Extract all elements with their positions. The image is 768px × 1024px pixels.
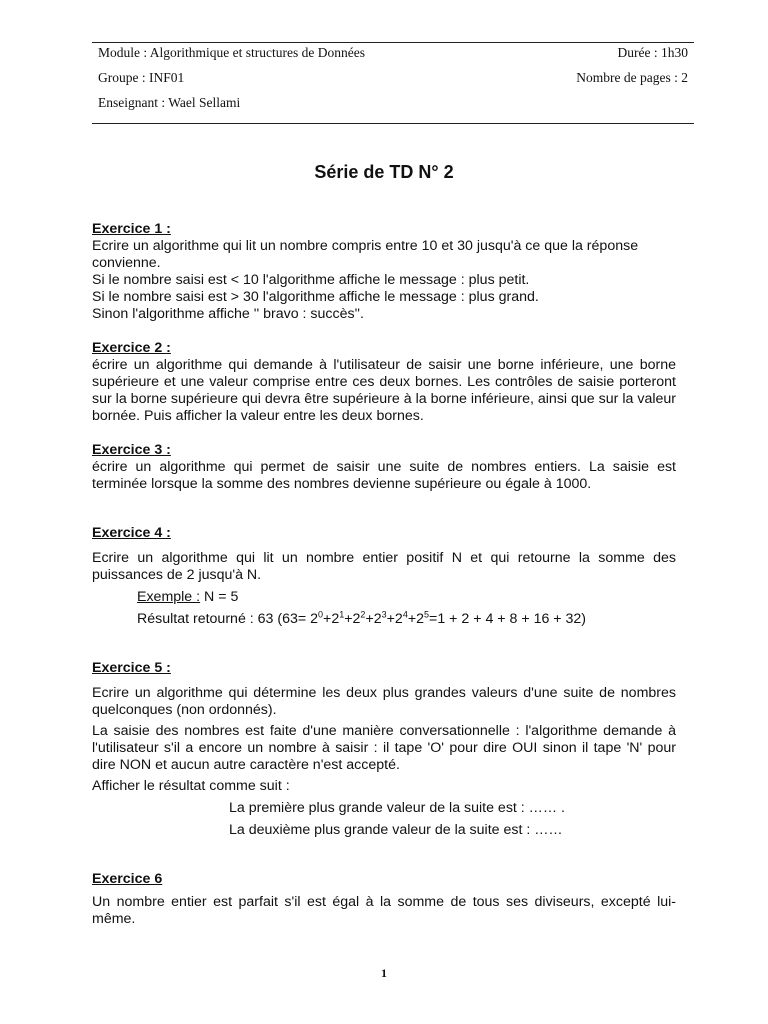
exercise-6 — [92, 871, 676, 928]
exercise-1-title: Exercice 1 : — [92, 221, 171, 237]
header-row-1 — [98, 45, 688, 61]
pages-label: Nombre de pages : 2 — [576, 70, 688, 85]
exercise-4-text: Ecrire un algorithme qui lit un nombre entier positif N et qui retourne la somme des puissances de 2 jusqu'à N. — [92, 550, 676, 583]
exercise-2-title: Exercice 2 : — [92, 340, 171, 356]
exercise-2 — [92, 340, 676, 425]
teacher-label: Enseignant : Wael Sellami — [98, 95, 241, 110]
exercise-5-paragraph-3: Afficher le résultat comme suit : — [92, 778, 290, 794]
exercise-1-line-3-text: Si le nombre saisi est > 30 l'algorithme affiche le message : — [92, 289, 469, 305]
exercise-6-text: Un nombre entier est parfait s'il est égal à la somme de tous ses diviseurs, excepté lui-même. — [92, 894, 676, 927]
exercise-5-title: Exercice 5 : — [92, 660, 171, 676]
page-title: Série de TD N° 2 — [314, 162, 454, 182]
example-value: N = 5 — [200, 589, 239, 605]
header-table — [92, 42, 694, 124]
exercise-3-text: écrire un algorithme qui permet de saisir une suite de nombres entiers. La saisie est terminée lorsque la somme des nombres devienne supérieure ou égale à 1000. — [92, 459, 676, 492]
header-row-2 — [98, 70, 688, 86]
exercise-2-text: écrire un algorithme qui demande à l'utilisateur de saisir une borne inférieure, une borne supérieure et une valeur comprise entre ces deux bornes. Les contrôles de saisie porteront sur la borne supérieure qui devra être supérieure à la borne inférieure, ainsi que sur la valeur bornée. Puis afficher la valeur entre les deux bornes. — [92, 357, 676, 424]
duration-label: Durée : 1h30 — [617, 45, 688, 60]
exercise-6-title: Exercice 6 — [92, 871, 163, 887]
group-label: Groupe : INF01 — [98, 70, 185, 85]
exercise-5-output-2: La deuxième plus grande valeur de la suite est : …… — [229, 822, 563, 838]
exercise-1-line-3-msg: plus grand. — [468, 289, 539, 305]
result-suffix: =1 + 2 + 4 + 8 + 16 + 32) — [429, 611, 587, 627]
exercise-4 — [92, 525, 676, 628]
exercise-3 — [92, 442, 676, 493]
exercise-5-paragraph-1: Ecrire un algorithme qui détermine les deux plus grandes valeurs d'une suite de nombres quelconques (non ordonnés). — [92, 685, 676, 718]
exercise-1-line-1: Ecrire un algorithme qui lit un nombre compris entre 10 et 30 jusqu'à ce que la réponse convienne. — [92, 238, 639, 271]
example-label: Exemple : — [137, 589, 201, 605]
header-row-3 — [98, 95, 688, 111]
result-prefix: Résultat retourné : 63 (63= 2 — [137, 611, 319, 627]
exercise-4-example — [92, 589, 676, 606]
exercise-3-title: Exercice 3 : — [92, 442, 171, 458]
module-label: Module : Algorithmique et structures de Données — [98, 45, 365, 60]
exercise-1-line-2 — [92, 272, 676, 289]
exercise-1-line-4: Sinon l'algorithme affiche '' bravo : succès''. — [92, 306, 364, 322]
exercises-content — [92, 221, 676, 928]
exercise-1-line-2-msg: plus petit. — [468, 272, 530, 288]
exercise-1-line-2-text: Si le nombre saisi est < 10 l'algorithme affiche le message : — [92, 272, 469, 288]
exercise-1-line-3 — [92, 289, 676, 306]
exercise-1 — [92, 221, 676, 323]
exercise-4-result: Résultat retourné : 63 $(63= 2^0+2^1+2^2+2^3+2^4+2^5=1 + 2 + 4 + 8 + 16 + 32)$ — [137, 609, 587, 627]
exercise-5-output-1: La première plus grande valeur de la suite est : …… . — [229, 800, 565, 816]
exercise-5 — [92, 660, 676, 839]
exercise-5-paragraph-2: La saisie des nombres est faite d'une manière conversationnelle : l'algorithme demande à l'utilisateur s'il a encore un nombre à saisir : il tape 'O' pour dire OUI sinon il tape 'N' pour dire NON et aucun autre caractère n'est accepté. — [92, 723, 676, 773]
page-number: 1 — [381, 966, 387, 980]
exercise-4-title: Exercice 4 : — [92, 525, 171, 541]
